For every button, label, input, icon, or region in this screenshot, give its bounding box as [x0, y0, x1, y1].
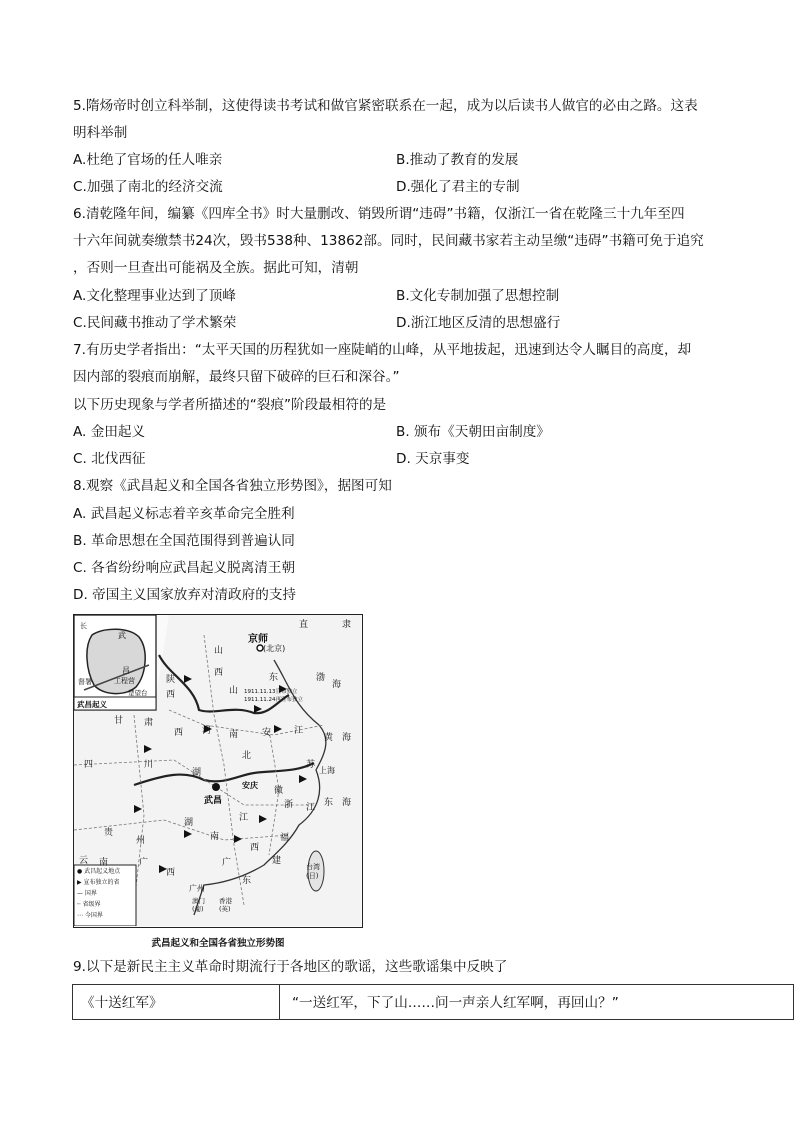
map-caption: 武昌起义和全国各省独立形势图: [151, 938, 285, 949]
prov-li: 隶: [342, 620, 352, 630]
prov-gan: 甘: [114, 716, 124, 726]
sea-hai2: 海: [342, 798, 352, 808]
map-legend: [77, 866, 135, 921]
prov-he: 河: [202, 726, 212, 736]
q7-stem-line1: 7.有历史学者指出：“太平天国的历程犹如一座陡峭的山峰，从平地拔起，迅速到达令人瞩目的高度，却: [73, 342, 692, 358]
sea-hai3: 海: [332, 680, 342, 690]
sea-dong: 东: [324, 798, 334, 808]
prov-guang2: 广: [222, 858, 232, 868]
city-anqing: 安庆: [242, 781, 258, 790]
prov-shan-dong: 山: [229, 686, 239, 696]
prov-nan2: 南: [99, 858, 109, 868]
q5-stem-line1: 5.隋炀帝时创立科举制，这使得读书考试和做官紧密联系在一起，成为以后读书人做官的必由之路。这表: [73, 98, 698, 114]
inset-label-chang-river: 长: [80, 622, 87, 630]
prov-dong: 东: [269, 673, 279, 683]
sea-bo: 渤: [316, 673, 326, 683]
legend-independent: ▶ 宣布独立的省: [77, 879, 120, 886]
prov-xi4: 西: [166, 868, 176, 878]
inset-label-wu: 武: [118, 631, 126, 640]
inset-label-dushu: 督署: [78, 678, 92, 686]
city-taiwan: 台湾(日): [306, 863, 320, 880]
q6-option-c: C.民间藏书推动了学术繁荣: [73, 315, 237, 331]
capital-paren-label: (北京): [263, 644, 286, 653]
q8-option-b: B. 革命思想在全国范围得到普遍认同: [73, 533, 295, 549]
prov-hu: 湖: [184, 818, 194, 828]
prov-shaan-xi: 西: [166, 690, 176, 700]
q5-option-a: A.杜绝了官场的任人唯亲: [73, 152, 223, 168]
inset-label-gongcheng: 工程营: [114, 677, 135, 685]
q7-option-b: B. 颁布《天朝田亩制度》: [396, 424, 550, 440]
prov-guang: 广: [139, 858, 149, 868]
q7-stem-line3: 以下历史现象与学者所描述的“裂痕”阶段最相符的是: [73, 397, 387, 413]
prov-jian: 建: [272, 856, 282, 866]
q9-stem: 9.以下是新民主主义革命时期流行于各地区的歌谣，这些歌谣集中反映了: [73, 959, 508, 975]
prov-jiang-xi: 江: [239, 813, 249, 823]
q5-option-b: B.推动了教育的发展: [396, 152, 519, 168]
q8-option-d: D. 帝国主义国家放弃对清政府的支持: [73, 587, 297, 603]
prov-an: 安: [262, 728, 272, 738]
prov-si: 四: [84, 760, 94, 770]
revolution-map: [73, 614, 363, 928]
prov-xi: 西: [174, 728, 184, 738]
legend-modern-border: ⋯ 今国界: [77, 912, 103, 919]
legend-province-border: ┄ 省级界: [77, 901, 101, 908]
ballad-table: [72, 984, 794, 1020]
prov-zhou: 州: [136, 836, 146, 846]
city-macau: 澳门(葡): [192, 897, 205, 913]
prov-gui: 贵: [104, 828, 114, 838]
city-shanghai: 上海: [319, 766, 335, 775]
city-guangzhou: 广州: [189, 884, 205, 893]
city-hongkong: 香港(英): [219, 897, 232, 913]
prov-jiang: 江: [294, 726, 304, 736]
q7-option-c: C. 北伐西征: [73, 451, 146, 467]
prov-dong2: 东: [242, 876, 252, 886]
prov-bei: 北: [242, 751, 252, 761]
prov-zhi: 直: [299, 620, 309, 630]
prov-zhe: 浙: [284, 800, 294, 810]
prov-jiang2: 江: [306, 803, 316, 813]
legend-wuchang: ● 武昌起义地点: [77, 868, 121, 875]
q6-option-d: D.浙江地区反清的思想盛行: [396, 315, 561, 331]
q6-stem-line1: 6.清乾隆年间，编纂《四库全书》时大量删改、销毁所谓“违碍”书籍，仅浙江一省在乾隆三十九年至四: [73, 206, 685, 222]
q5-stem-line2: 明科举制: [73, 125, 128, 141]
wuchang-marker: [212, 783, 220, 791]
q8-option-a: A. 武昌起义标志着辛亥革命完全胜利: [73, 506, 295, 522]
q6-stem-line2: 十六年间就奏缴禁书24次，毁书538种、13862部。同时，民间藏书家若主动呈缴“违碍”书籍可免于追究: [73, 233, 704, 249]
q6-option-a: A.文化整理事业达到了顶峰: [73, 288, 236, 304]
inset-label-chang: 昌: [122, 666, 130, 675]
prov-hu-bei: 湖: [192, 768, 202, 778]
q8-option-c: C. 各省纷纷响应武昌起义脱离清王朝: [73, 560, 296, 576]
prov-su2: 苏: [306, 760, 316, 770]
table-cell-song-title: 《十送红军》: [73, 985, 280, 1019]
q6-stem-line3: ，否则一旦查出可能祸及全族。据此可知，清朝: [73, 260, 359, 276]
inset-label-chuwangtai: 楚望台: [128, 689, 148, 697]
prov-shaan: 陕: [166, 675, 176, 685]
prov-shan-xi2: 西: [214, 668, 224, 678]
sea-huang: 黄: [324, 733, 334, 743]
prov-hui: 徽: [274, 786, 284, 796]
prov-xi3: 西: [250, 843, 260, 853]
capital-label: 京师: [248, 634, 268, 645]
prov-chuan: 川: [144, 760, 154, 770]
legend-national-border: — 国界: [77, 890, 97, 897]
inset-title: 武昌起义: [77, 700, 107, 709]
prov-nan: 南: [210, 832, 220, 842]
prov-he-nan: 南: [229, 730, 239, 740]
annotation-line2: 1911.11.24再宣布独立: [244, 697, 303, 703]
city-wuchang: 武昌: [204, 796, 223, 806]
sea-hai: 海: [342, 733, 352, 743]
table-cell-lyrics: “一送红军，下了山……问一声亲人红军啊，再回山？”: [292, 995, 619, 1011]
q5-option-d: D.强化了君主的专制: [396, 179, 520, 195]
q7-stem-line2: 因内部的裂痕而崩解，最终只留下破碎的巨石和深谷。”: [73, 369, 400, 385]
prov-fu: 福: [280, 833, 290, 843]
annotation-line1: 1911.11.13宣布独立: [244, 689, 298, 695]
q7-option-a: A. 金田起义: [73, 424, 146, 440]
prov-shan: 山: [214, 646, 224, 656]
prov-yun: 云: [79, 856, 89, 866]
q8-stem: 8.观察《武昌起义和全国各省独立形势图》，据图可知: [73, 478, 392, 494]
q5-option-c: C.加强了南北的经济交流: [73, 179, 223, 195]
q6-option-b: B.文化专制加强了思想控制: [396, 288, 560, 304]
q7-option-d: D. 天京事变: [396, 451, 470, 467]
prov-su: 肃: [144, 718, 154, 728]
